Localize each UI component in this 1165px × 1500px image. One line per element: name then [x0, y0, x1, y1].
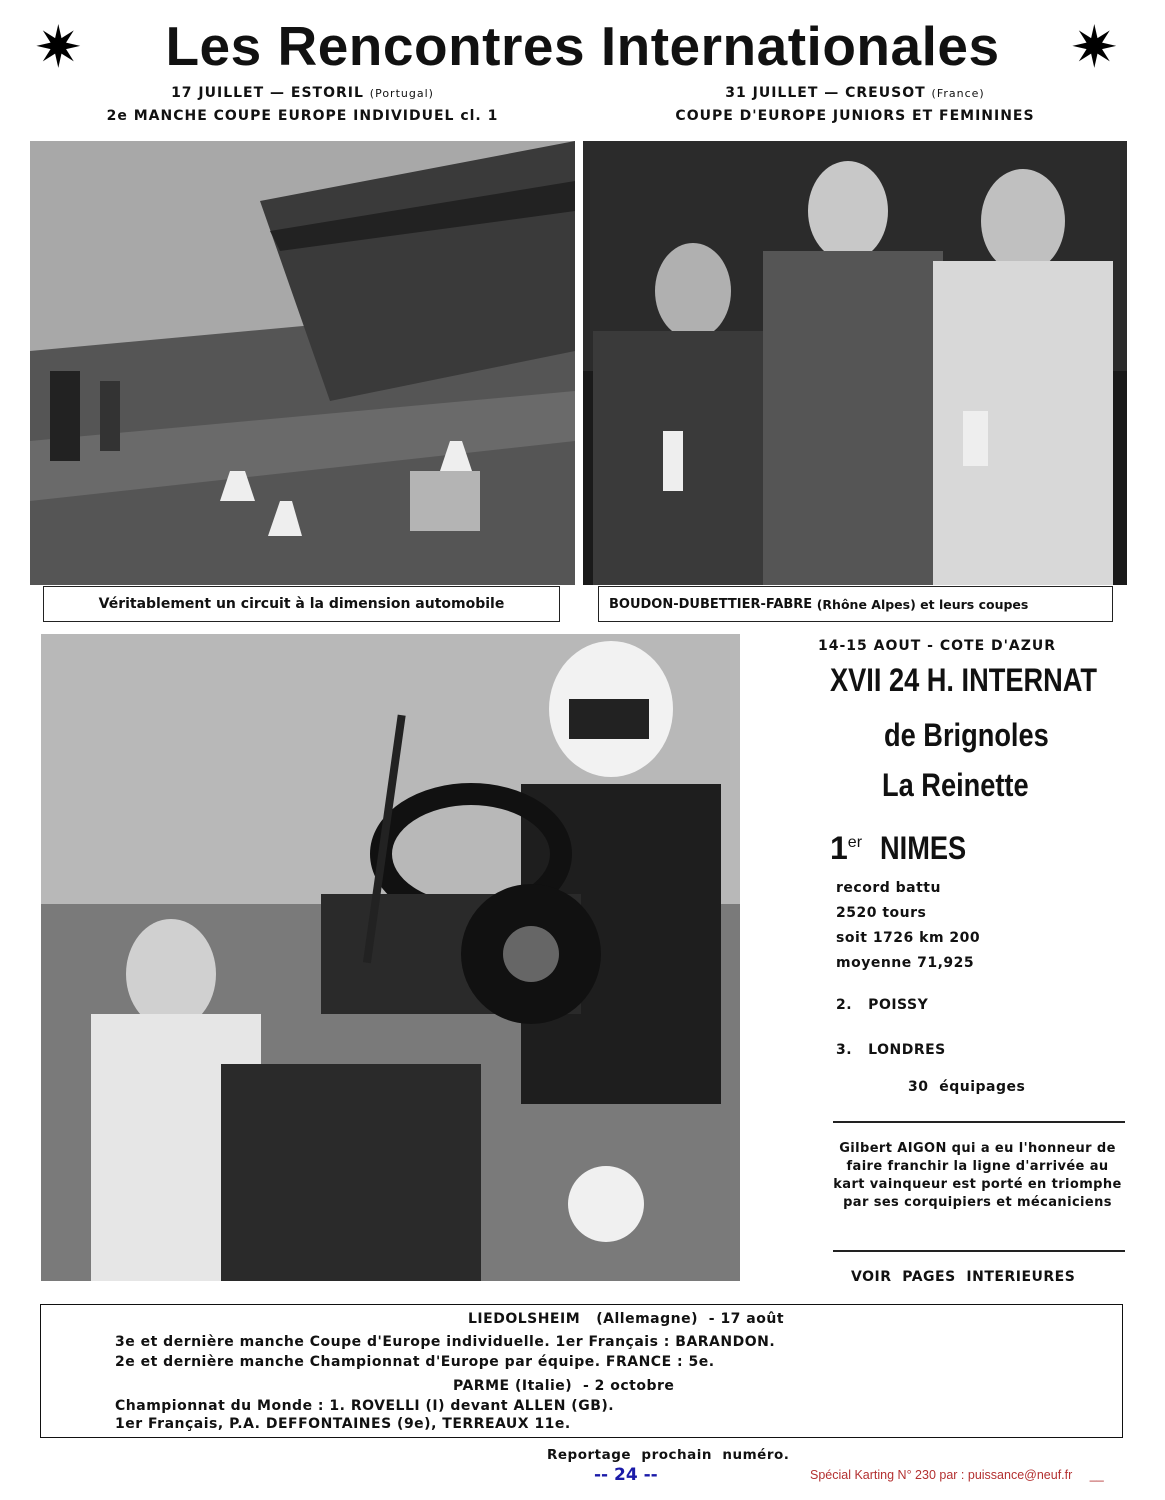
- left-header-date: 17 JUILLET — ESTORIL: [171, 85, 364, 101]
- right-header-event: COUPE D'EUROPE JUNIORS ET FEMININES: [675, 108, 1035, 124]
- results-line: 3e et dernière manche Coupe d'Europe individuelle. 1er Français : BARANDON.: [115, 1334, 776, 1350]
- photo-note: Gilbert AIGON qui a eu l'honneur de faire franchir la ligne d'arrivée au kart vainqueur est porté en triomphe par ses corquipiers et mécaniciens: [833, 1141, 1122, 1210]
- winner-position-suffix: er: [847, 833, 863, 851]
- drivers-caption-region: (Rhône Alpes) et leurs coupes: [816, 596, 1029, 612]
- third-place: 3. LONDRES: [836, 1042, 946, 1058]
- right-header: [585, 82, 1125, 127]
- winner-details: [836, 876, 980, 976]
- detail-line: 2520 tours: [836, 905, 927, 921]
- star-icon: ✷: [1070, 13, 1119, 81]
- second-place: 2. POISSY: [836, 997, 929, 1013]
- page-number: -- 24 --: [594, 1465, 658, 1485]
- crew-count: 30 équipages: [908, 1079, 1026, 1095]
- event-date: 14-15 AOUT - COTE D'AZUR: [818, 638, 1057, 654]
- results-heading-liedolsheim: LIEDOLSHEIM (Allemagne) - 17 août: [468, 1311, 785, 1327]
- star-icon: ✷: [34, 13, 83, 81]
- right-header-date: 31 JUILLET — CREUSOT: [725, 85, 926, 101]
- results-line: Championnat du Monde : 1. ROVELLI (I) devant ALLEN (GB).: [115, 1398, 615, 1414]
- divider: [833, 1250, 1125, 1252]
- credit-tail: __: [1089, 1468, 1104, 1482]
- event-title-line2: de Brignoles: [884, 717, 1049, 753]
- drivers-caption: [598, 586, 1113, 622]
- divider: [833, 1121, 1125, 1123]
- detail-line: moyenne 71,925: [836, 955, 975, 971]
- drivers-caption-names: BOUDON-DUBETTIER-FABRE: [609, 596, 813, 612]
- left-header-event: 2e MANCHE COUPE EUROPE INDIVIDUEL cl. 1: [106, 108, 499, 124]
- event-title-line3: La Reinette: [882, 767, 1029, 803]
- circuit-caption: Véritablement un circuit à la dimension automobile: [43, 586, 560, 622]
- winner-name: NIMES: [880, 830, 967, 866]
- see-pages-note: VOIR PAGES INTERIEURES: [851, 1269, 1076, 1285]
- detail-line: record battu: [836, 880, 941, 896]
- page-title: Les Rencontres Internationales: [165, 15, 1000, 77]
- next-issue-note: Reportage prochain numéro.: [547, 1447, 790, 1463]
- credit-text: Spécial Karting N° 230 par : puissance@neuf.fr: [810, 1468, 1073, 1482]
- right-header-country: (France): [931, 87, 985, 100]
- event-title: XVII 24 H. INTERNAT: [830, 662, 1098, 698]
- results-heading-parme: PARME (Italie) - 2 octobre: [453, 1378, 675, 1394]
- winner: [830, 830, 982, 867]
- left-header-country: (Portugal): [369, 87, 434, 100]
- kart-celebration-photo: [41, 634, 740, 1281]
- circuit-photo: [30, 141, 575, 585]
- credit-line: [810, 1468, 1104, 1482]
- left-header: [30, 82, 575, 127]
- results-line: 1er Français, P.A. DEFFONTAINES (9e), TERREAUX 11e.: [115, 1416, 571, 1432]
- detail-line: soit 1726 km 200: [836, 930, 981, 946]
- winner-position: 1: [830, 830, 848, 866]
- results-box: [40, 1304, 1123, 1438]
- drivers-photo: [583, 141, 1127, 585]
- results-line: 2e et dernière manche Championnat d'Europe par équipe. FRANCE : 5e.: [115, 1354, 715, 1370]
